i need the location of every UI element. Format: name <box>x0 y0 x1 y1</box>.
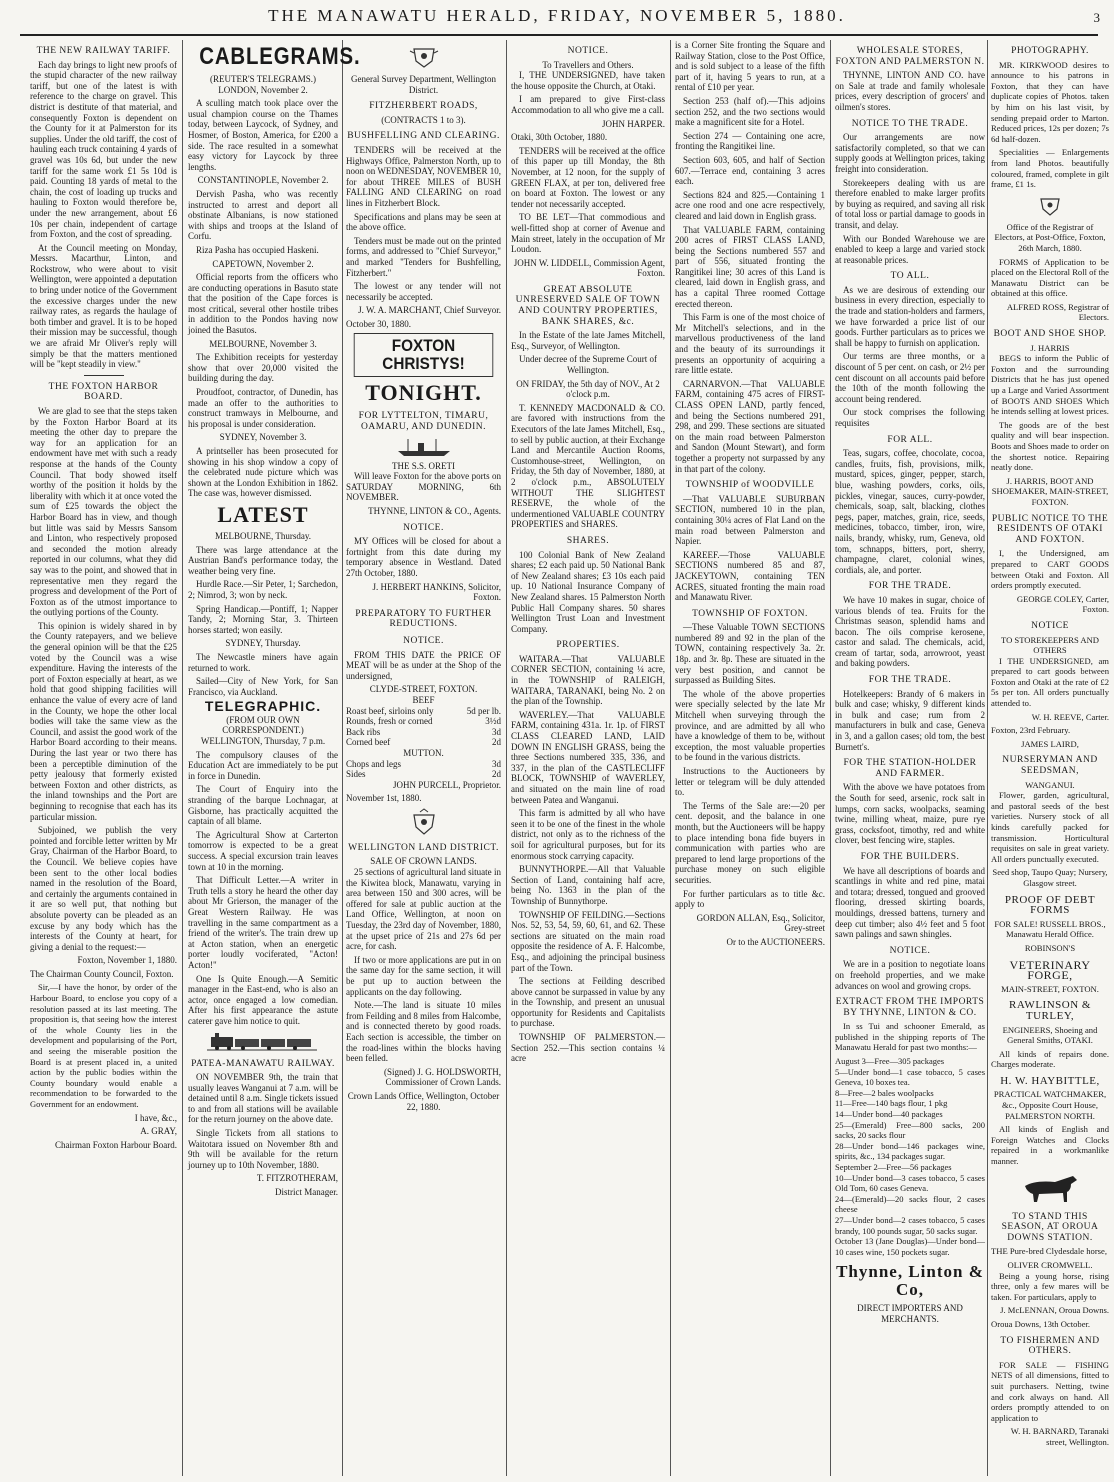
tender-paragraph: TENDERS will be received at the Highways Office, Palmerston North, up to noon on WEDNESDAY, NOVEMBER 10, for about THREE MILES of BUSH FALLING AND CLEARING on road lines in Fitzherbert Block. <box>346 144 501 208</box>
signature: J. W. A. MARCHANT, Chief Surveyor. <box>358 305 501 316</box>
shop-address: CLYDE-STREET, FOXTON. <box>369 684 478 695</box>
price-value: 5d per lb. <box>466 705 501 716</box>
column-3 <box>346 40 501 1476</box>
news-item: Proudfoot, contractor, of Dunedin, has made an offer to the authorities to construct tramways in Melbourne, and his proposal is under consideration. <box>188 387 338 429</box>
train-illustration <box>203 1031 323 1053</box>
imports-item: 25—(Emerald) Free—800 sacks, 200 sacks, 20 sacks flour <box>835 1119 985 1141</box>
price-value: 2d <box>492 737 501 748</box>
signature: GORDON ALLAN, Esq., Solicitor, Grey-street <box>696 912 825 934</box>
horse-name: OLIVER CROMWELL. <box>1007 1260 1093 1270</box>
signature: J. HERBERT HANKINS, Solicitor, Foxton. <box>372 581 501 603</box>
letter-close: I have, &c., <box>134 1112 177 1123</box>
letter-addressee: The Chairman County Council, Foxton. <box>30 968 174 979</box>
for-all-heading: FOR ALL. <box>887 434 933 445</box>
township-heading: TOWNSHIP OF FOXTON. <box>692 608 808 619</box>
shipping-paragraph: Will leave Foxton for the above ports on SATURDAY MORNING, 6th NOVEMBER. <box>346 471 501 503</box>
for-trade-heading: FOR THE TRADE. <box>868 581 952 592</box>
property-item: TOWNSHIP OF FEILDING.—Sections Nos. 52, 53, 54, 59, 60, 61, and 62. These sections are situated on the main road opposite the residence of A. F. Halcombe, Esq., and adjoining the principal business part of the Town. <box>511 909 665 973</box>
imports-item: 10—Under bond—3 cases tobacco, 5 cases Old Tom, 60 cases Geneva. <box>835 1172 985 1194</box>
signature: W. H. REEVE, Carter. <box>1031 711 1109 722</box>
railway-notice: ON NOVEMBER 9th, the train that usually leaves Wanganui at 7 a.m. will be detained until 8 a.m. Single tickets issued to and from all stations will be available for the return journey on the above date. <box>188 1072 338 1125</box>
beef-price-list <box>346 706 501 748</box>
ad-paragraph: As we are desirous of extending our business in every direction, especially to the trade and station-holders and farmers, we have forwarded a price list of our goods. Further particulars as to prices we shall be happy to furnish on application. <box>835 284 985 348</box>
news-item: The Agricultural Show at Carterton tomorrow is expected to be a great success. A special excursion train leaves town at 10 in the morning. <box>188 829 338 872</box>
ad-paragraph: In ss Tui and schooner Emerald, as published in the shipping reports of The Manawatu Herald for past two months:— <box>835 1021 985 1053</box>
property-item: WAVERLEY.—That VALUABLE FARM, containing 431a. 1r. 1p. of FIRST CLASS CLEARED LAND, LAID DOWN IN ENGLISH GRASS, being the three Sections numbered 335, 336, and 337, in the plan of the CASTLECLIFF BLOCK, TOWNSHIP of WAVERLEY, and situated on the main line of road between Patea and Wanganui. <box>511 709 665 805</box>
ad-paragraph: FOR SALE — FISHING NETS of all dimensions, fitted to suit purchasers. Netting, twine and cork always on hand. All orders promptly attended to on application to <box>991 1359 1109 1423</box>
imports-item: 14—Under bond—40 packages <box>835 1109 943 1120</box>
notice-heading: NOTICE. <box>889 945 931 956</box>
news-item: The Newcastle miners have again returned to work. <box>188 651 338 673</box>
signature: J. HARRIS, BOOT AND SHOEMAKER, MAIN-STREET, FOXTON. <box>991 475 1109 507</box>
sale-paragraph: In the Estate of the late James Mitchell, Esq., Surveyor, of Wellington. <box>511 330 665 351</box>
column-rule <box>506 40 507 1476</box>
ad-paragraph: All kinds of repairs done. Charges moderate. <box>991 1048 1109 1070</box>
sale-paragraph: Instructions to the Auctioneers by letter or telegram will be duly attended to. <box>675 766 825 798</box>
veterinary-forge-heading: VETERINARY FORGE, <box>1009 957 1091 983</box>
tender-subheading: (CONTRACTS 1 to 3). <box>381 114 466 125</box>
letter-signature: A. GRAY, <box>140 1126 177 1137</box>
notice-heading: NOTICE. <box>403 522 444 533</box>
sale-paragraph: Under decree of the Supreme Court of Wellington. <box>519 354 657 376</box>
to-all-heading: TO ALL. <box>890 271 930 282</box>
tender-paragraph: The lowest or any tender will not necessarily be accepted. <box>346 281 501 302</box>
column-rule <box>830 40 831 1476</box>
harbor-board-heading: THE FOXTON HARBOR BOARD. <box>48 381 159 403</box>
date-line: October 30, 1880. <box>346 318 411 329</box>
properties-heading: PROPERTIES. <box>556 640 620 651</box>
property-item: This farm is admitted by all who have seen it to be one of the finest in the whole district, not only as to the richness of the soil for agricultural purposes, but for its enormous stock carrying capacity. <box>511 808 665 861</box>
shares-heading: SHARES. <box>566 535 610 546</box>
property-item: —That VALUABLE SUBURBAN SECTION, numbered 10 in the plan, containing 30¼ acres of Flat Land on the main road between Palmerston and Napier. <box>675 493 825 547</box>
article-paragraph: Each day brings to light new proofs of the stupid character of the new railway tariff, but one of the latest is with reference to the charge on gravel. This district is destitute of that material, and consequently Foxton is dependent on the County for it at Palmerston for its supplies. Under the old tariff, the cost of hauling each truck containing 4 yards of gravel was 10s 6d, but under the new tariff for the same work £1 5s 10d is paid. Counting 18 yards of metal to the chain, the cost of loading up trucks and hauling to Foxton would therefore be, under the new arrangement, about £6 10s per chain, independent of cartage from Foxton, and the cost of spreading. <box>30 59 177 240</box>
ad-paragraph: All kinds of English and Foreign Watches and Clocks repaired in a workmanlike manner. <box>991 1124 1109 1167</box>
reuters-subheading: (REUTER'S TELEGRAMS.) <box>210 74 316 84</box>
correspondent-line: (FROM OUR OWN CORRESPONDENT.) <box>222 714 304 736</box>
ad-paragraph: The goods are of the best quality and will bear inspection. Boots and Shoes made to order on the shortest notice. Repairing neatly done. <box>991 419 1109 473</box>
sale-paragraph: The Terms of the Sale are:—20 per cent. deposit, and the balance in one month, but the Auctioneers will be happy to place intending bona fide buyers in communication with parties who are prepared to lend large proportions of the purchase money on such eligible securities. <box>675 800 825 885</box>
price-row <box>346 716 501 727</box>
rawlinson-heading: RAWLINSON & TURLEY, <box>1009 999 1091 1022</box>
crown-lands-subheading: SALE OF CROWN LANDS. <box>370 856 477 867</box>
sale-paragraph: The whole of the above properties were specially selected by the late Mr Mitchell when surveying through the province, and are admitted by all who have a knowledge of them to be, without exception, the most valuable properties to be found in the various districts. <box>675 688 825 763</box>
crown-lands-paragraph: 25 sections of agricultural land situate in the Kiwitea block, Manawatu, varying in area between 150 and 300 acres, will be offered for sale at public auction at the Land Office, Wellington, at noon on Tuesday, the 23rd day of November, 1880, at the upset price of 21s and 27s 6d per acre, for cash. <box>346 867 501 952</box>
ad-paragraph: Teas, sugars, coffee, chocolate, cocoa, candles, fruits, fish, provisions, milk, mustard, spices, ginger, pepper, starch, blue, washing powders, corks, oils, pickles, vinegar, sauces, curry-powder, chemicals, soap, salt, blacking, clothes pegs, paper, matches, grain, rice, seeds, medicines, tobacco, timber, iron, wire, nails, brandy, whisky, rum, Geneva, old tom, schnapps, bitters, port, sherry, champagne, claret, colonial wines, cordials, ale, and porter. <box>835 448 985 575</box>
column-rule <box>342 40 343 1476</box>
crown-lands-paragraph: Note.—The land is situate 10 miles from Feilding and 8 miles from Halcombe, and is connected thereto by good roads. Each section is accessible, the timber on the road-lines within the blocks having been felled. <box>346 1000 501 1064</box>
telegraphic-heading: TELEGRAPHIC. <box>204 698 322 715</box>
coat-of-arms-icon <box>409 45 439 69</box>
news-item: A sculling match took place over the usual champion course on the Thames today, between Laycock, of Sydney, and Hosmer, of Boston, America, for £200 a side. The race resulted in a somewhat easy victory for Laycock by three lengths. <box>188 98 338 172</box>
column-5 <box>675 40 825 1476</box>
railway-tariff-heading: THE NEW RAILWAY TARIFF. <box>36 46 171 56</box>
news-item: Sailed—City of New York, for San Francisco, via Auckland. <box>188 676 338 697</box>
shares-list: 100 Colonial Bank of New Zealand shares; £2 each paid up. 50 National Bank of New Zealand shares; £3 10s each paid up. 10 National Insurance Company of New Zealand shares. 15 Palmerston North Public Hall Company shares. 50 shares Wellington Trust Loan and Investment Company. <box>511 549 665 634</box>
property-item: BUNNYTHORPE.—All that Valuable Section of Land, containing half acre, being No. 1363 in the plan of the Township of Bunnythorpe. <box>511 864 665 906</box>
notice-paragraph: MY Offices will be closed for about a fortnight from this date during my temporary absence in Westland. Dated 27th October, 1880. <box>346 536 501 578</box>
column-rule <box>987 40 988 1476</box>
price-row <box>346 706 501 717</box>
divider <box>84 375 124 376</box>
price-item: Rounds, fresh or corned <box>346 716 433 727</box>
property-item: That VALUABLE FARM, containing 200 acres of FIRST CLASS LAND, being the Sections numbered 557 and part of 556, situated fronting the Rangitikei line; 30 acres of this Land is cleared, laid down in English grass, and has a capital Three roomed Cottage erected thereon. <box>675 224 825 309</box>
signature: (Signed) J. G. HOLDSWORTH, Commissioner of Crown Lands. <box>384 1066 501 1088</box>
property-item: CARNARVON.—That VALUABLE FARM, containing 475 acres of FIRST-CLASS OPEN LAND, partly fenced, and being the Sections numbered 291, 298, and 299. These sections are situated on the main road between Palmerston and Sandon (Mount Stewart), and form together a property not surpassed by any in that part of the colony. <box>675 378 825 474</box>
date-line: November 1st, 1880. <box>346 793 422 804</box>
tender-paragraph: Specifications and plans may be seen at the above office. <box>346 211 501 233</box>
price-row <box>346 769 501 780</box>
property-item: is a Corner Site fronting the Square and Railway Station, close to the Post Office, and is sold subject to a lease of the fifth part of it, having 5 years to run, at a rental of £10 per year. <box>675 40 825 93</box>
ad-paragraph: I THE UNDERSIGNED, am prepared to cart goods between Foxton and Otaki at the rate of £2 5s per ton. All orders punctually attended to. <box>991 655 1109 709</box>
ad-paragraph: FORMS of Application to be placed on the Electoral Roll of the Manawatu District can be obtained at this office. <box>991 256 1109 299</box>
dateline: LONDON, November 2. <box>218 84 308 95</box>
to-let-paragraph: TO BE LET—That commodious and well-fitted shop at corner of Avenue and Main street, lately in the occupation of Mr Loudon. <box>511 212 665 255</box>
tender-paragraph: Tenders must be made out on the printed forms, and addressed to "Chief Surveyor," and marked "Tenders for Bushfelling, Fitzherbert." <box>346 235 501 278</box>
harris-name: J. HARRIS <box>1030 342 1070 353</box>
proof-of-debt-heading: PROOF OF DEBT FORMS <box>1004 893 1096 917</box>
dateline: MELBOURNE, Thursday. <box>215 530 311 541</box>
news-item: The Court of Enquiry into the stranding of the barque Lochnagar, at Gisborne, has practically acquitted the captain of all blame. <box>188 784 338 827</box>
notice-subheading: TO STOREKEEPERS AND OTHERS <box>1000 634 1100 656</box>
notice-heading: NOTICE. <box>403 635 444 646</box>
letter-title: Chairman Foxton Harbour Board. <box>55 1139 177 1150</box>
price-value: 3d <box>492 726 501 737</box>
ship-name: THE S.S. ORETI <box>392 460 455 471</box>
ad-paragraph: I, the Undersigned, am prepared to CART GOODS between Otaki and Foxton. All orders promptly executed. <box>991 548 1109 591</box>
builders-heading: FOR THE BUILDERS. <box>860 851 960 862</box>
haybittle-subline: PRACTICAL WATCHMAKER, &c., Opposite Court House, PALMERSTON NORTH. <box>993 1089 1107 1121</box>
imports-item: October 13 (Jane Douglas)—Under bond—10 cases wine, 150 pockets sugar. <box>835 1236 985 1257</box>
notice-heading: NOTICE. <box>567 46 609 56</box>
property-item: Section 274 — Containing one acre, fronting the Rangitikei line. <box>675 130 825 152</box>
column-7 <box>991 40 1109 1476</box>
tender-heading: BUSHFELLING AND CLEARING. <box>347 131 500 142</box>
public-notice-heading: PUBLIC NOTICE TO THE RESIDENTS OF OTAKI AND FOXTON. <box>991 513 1109 545</box>
news-item: Dervish Pasha, who was recently instructed to arrest and deport all obstinate Albanians, is now stationed with ships and troops at the Island of Corfu. <box>188 188 338 242</box>
stud-heading: TO STAND THIS SEASON, AT OROUA DOWNS STATION. <box>1001 1211 1099 1243</box>
news-item: That Difficult Letter.—A writer in Truth tells a story he heard the other day about Mr Grierson, the manager of the Great Western Railway. He was travelling in the same compartment as a friend of the writer's. The train drew up at Acton station, when an energetic porter loudly vociferated, "Acton! Acton!" <box>188 875 338 970</box>
article-paragraph: We are glad to see that the steps taken by the Foxton Harbor Board at its meeting the other day to prepare the way for an application for an endowment have met with such a ready response at the hands of the County Council. That body showed itself worthy of the position it holds by the liberality with which it at once voted the sum of £25 towards the object the Harbor Board has in view, and though but little was said by Messrs Sansom and Linton, who respectively proposed and seconded the motion already reported in our columns, what they did say was to the point, and showed that in representative men they regard the progress and development of the Port of Foxton as of the utmost importance to the outlying portions of the County. <box>30 406 177 618</box>
price-item: Sides <box>346 769 366 780</box>
mutton-heading: MUTTON. <box>403 747 444 758</box>
news-item: The compulsory clauses of the Education Act are immediately to be put in force in Dunedin. <box>188 749 338 781</box>
for-trade-heading: FOR THE TRADE. <box>868 675 952 686</box>
ad-paragraph: Specialities — Enlargements from land Photos. beautifully coloured, framed, complete in gilt frame, £1 1s. <box>991 147 1109 190</box>
column-4 <box>511 40 665 1476</box>
price-item: Back ribs <box>346 726 381 737</box>
crown-lands-heading: WELLINGTON LAND DISTRICT. <box>348 842 499 853</box>
price-item: Roast beef, sirloins only <box>346 705 434 716</box>
township-heading: TOWNSHIP of WOODVILLE <box>685 480 815 491</box>
news-item: Spring Handicap.—Pontiff, 1; Napper Tandy, 2; Morning Star, 3. Thirteen horses started; won easily. <box>188 603 338 635</box>
shop-address: Seed shop, Taupo Quay; Nursery, Glasgow street. <box>992 867 1108 888</box>
ad-paragraph: BEGS to inform the Public of Foxton and the surrounding Districts that he has just opened up a Large and Varied Assortment of BOOTS AND SHOES Which he intends selling at lowest prices. <box>991 353 1109 417</box>
photography-heading: PHOTOGRAPHY. <box>1011 46 1089 56</box>
sale-date: ON FRIDAY, the 5th day of NOV., At 2 o'clock p.m. <box>516 378 660 400</box>
signature: THYNNE, LINTON & CO., Agents. <box>368 506 501 517</box>
imports-item: 5—Under bond—1 case tobacco, 5 cases Geneva, 10 boxes tea. <box>835 1066 985 1088</box>
crown-lands-paragraph: If two or more applications are put in on the same day for the same section, it will be put up to auction between the applicants on the day following. <box>346 954 501 997</box>
haybittle-heading: H. W. HAYBITTLE, <box>1000 1074 1100 1087</box>
christys-heading: FOXTON CHRISTYS! <box>354 333 494 377</box>
tender-paragraph: TENDERS will be received at the office of this paper up till Monday, the 8th November, at 12 noon, for the supply of GREEN FLAX, at per ton, delivered free on board at Foxton. The lowest or any tender not necessarily accepted. <box>511 145 665 209</box>
ad-paragraph: THYNNE, LINTON AND CO. have on Sale at trade and family wholesale prices, every description of grocers' and oilmen's stores. <box>835 70 985 112</box>
laird-name: JAMES LAIRD, <box>1021 738 1079 749</box>
news-item: Hurdle Race.—Sir Peter, 1; Sarchedon, 2; Nimrod, 3; won by neck. <box>188 579 338 600</box>
wholesale-heading: WHOLESALE STORES, FOXTON AND PALMERSTON N. <box>835 46 985 67</box>
news-item: There was large attendance at the Austrian Band's performance today, the weather being very fine. <box>188 544 338 576</box>
signature-title: District Manager. <box>275 1187 338 1198</box>
ad-paragraph: With our Bonded Warehouse we are enabled to keep a large and varied stock at reasonable prices. <box>835 233 985 265</box>
signature: JOHN PURCELL, Proprietor. <box>393 779 501 790</box>
signature: JOHN HARPER. <box>601 118 665 129</box>
shipping-destinations: FOR LYTTELTON, TIMARU, OAMARU, AND DUNEDIN. <box>358 411 489 433</box>
ad-paragraph: THE Pure-bred Clydesdale horse, <box>991 1246 1107 1257</box>
imports-item: August 3—Free—305 packages <box>835 1056 945 1067</box>
dateline: CAPETOWN, November 2. <box>212 258 314 269</box>
imports-item: 28—Under bond—146 packages wine, spirits, &c., 134 packages sugar. <box>835 1140 985 1162</box>
property-item: TOWNSHIP OF PALMERSTON.—Section 252.—This section contains ¼ acre <box>511 1032 665 1064</box>
imports-list <box>835 1056 985 1257</box>
forge-address: MAIN-STREET, FOXTON. <box>1001 983 1099 994</box>
column-rule <box>182 40 183 1476</box>
ad-paragraph: Hotelkeepers: Brandy of 6 makers in bulk and case; whisky, 9 different kinds in bulk and case; rum from 2 manufacturers in bulk and case, Geneva in 3, and a gallon cases; old tom, the best Burnett's. <box>835 688 985 752</box>
thynne-linton-footer-ad: Thynne, Linton & Co, <box>836 1262 984 1300</box>
mutton-price-list <box>346 759 501 780</box>
property-item: Sections 824 and 825.—Containing 1 acre one rood and one acre respectively, cleared and laid down in English grass. <box>675 189 825 221</box>
ad-paragraph: Being a young horse, rising three, only a few mares will be taken. For particulars, apply to <box>991 1270 1109 1302</box>
dateline: MELBOURNE, November 3. <box>209 338 317 349</box>
laird-place: WANGANUI. <box>1025 779 1075 790</box>
meat-paragraph: FROM THIS DATE the PRICE OF MEAT will be as under at the Shop of the undersigned, <box>346 649 501 681</box>
ad-paragraph: Storekeepers dealing with us are therefore enabled to make larger profits by buying as required, and saving all risk of total loss or partial damage to goods in transit, and delay. <box>835 177 985 230</box>
imports-item: September 2—Free—56 packages <box>835 1162 952 1172</box>
footer-ad-subline: DIRECT IMPORTERS AND MERCHANTS. <box>857 1303 963 1324</box>
notice-paragraph: I, THE UNDERSIGNED, have taken the house opposite the Church, at Otaki. <box>511 70 665 91</box>
property-item: The sections at Feilding described above cannot be surpassed in value by any in the Township, and present an unusual opportunity for Residents and Capitalists to purchase. <box>511 976 665 1029</box>
property-item: This Farm is one of the most choice of Mr Mitchell's selections, and in the marvellous productiveness of the land and the beauty of its surroundings it presents an opportunity of acquiring a rare little estate. <box>675 312 825 376</box>
imports-item: 11—Free—140 bags flour, 1 pkg <box>835 1098 948 1109</box>
property-item: Section 603, 605, and half of Section 607.—Terrace end, containing 3 acres each. <box>675 154 825 187</box>
news-item: Official reports from the officers who are conducting operations in Basuto state that the position of the Cape forces is most critical, several other hostile tribes in addition to the Pondos having now joined the Basutos. <box>188 272 338 336</box>
imports-item: 8—Free—2 bales woolpacks <box>835 1087 934 1098</box>
ad-paragraph: We have 10 makes in sugar, choice of various blends of tea. Fruits for the Christmas season, splendid hams and bacon. The oils comprise kerosene, castor and salad. The chemicals, acid, cream of tartar, soda, arrowroot, yeast and baking powders. <box>835 594 985 669</box>
imports-item: 27—Under bond—2 cases tobacco, 5 cases brandy, 100 pounds sugar, 50 sacks sugar. <box>835 1214 985 1236</box>
cablegrams-heading: CABLEGRAMS. <box>199 43 361 70</box>
price-row <box>346 737 501 748</box>
property-item: KAREEF.—Those VALUABLE SECTIONS numbered 85 and 87, JACKEYTOWN, containing TEN ACRES, situated fronting the main road and Manawatu River. <box>675 549 825 603</box>
fishermen-heading: TO FISHERMEN AND OTHERS. <box>1000 1335 1100 1357</box>
tender-heading: FITZHERBERT ROADS, <box>369 101 478 112</box>
dateline: CONSTANTINOPLE, November 2. <box>197 175 329 186</box>
article-paragraph: At the Council meeting on Monday, Messrs. Macarthur, Linton, and Rockstrow, who were about to visit Wellington, were appointed a deputation to bring under notice of the Government the excessive charges under the new railway rates, as regards the haulage of both timber and gravel. It is to be hoped their mission may be successful, though we are afraid Mr Oliver's reply will simply be that the matters mentioned will be "kept steadily in view." <box>30 242 177 370</box>
railway-notice-heading: PATEA-MANAWATU RAILWAY. <box>191 1058 335 1069</box>
sale-paragraph: For further particulars as to title &c. apply to <box>675 888 825 910</box>
price-value: 3½d <box>485 716 501 727</box>
news-item: Riza Pasha has occupied Haskeni. <box>196 244 319 255</box>
letter-body: Sir,—I have the honor, by order of the Harbour Board, to enclose you copy of a resolution passed at its last meeting. The proposition is, that seeing how the interest of the whole County lies in the development and popularising of the Port, and seeing the miserable position the Board is at present placed in, a united action by the public bodies within the County boundary would enable a recommendation to be forwarded to the Government for an endowment. <box>30 982 177 1109</box>
masthead-rule <box>20 34 1098 36</box>
signature: W. H. BARNARD, Taranaki street, Wellington. <box>1010 1426 1109 1447</box>
ad-paragraph: Our arrangements are now satisfactorily completed, so that we can supply goods at Wellington prices, taking freight into consideration. <box>835 132 985 174</box>
ad-paragraph: Flower, garden, agricultural, and pastoral seeds of the best varieties. Nursery stock of all kinds carefully packed for transmission. Horticultural requisites on sale in great variety. All orders punctually executed. <box>991 790 1109 864</box>
steamship-icon <box>394 437 454 457</box>
imports-heading: EXTRACT FROM THE IMPORTS BY THYNNE, LINTON & CO. <box>835 997 985 1018</box>
ad-paragraph: We are in a position to negotiate loans on freehold properties, and we make advances on wool and growing crops. <box>835 959 985 991</box>
station-holder-heading: FOR THE STATION-HOLDER AND FARMER. <box>843 758 977 779</box>
price-value: 2d <box>492 769 501 780</box>
letter-dateline: Foxton, November 1, 1880. <box>77 955 177 966</box>
signature: GEORGE COLEY, Carter, Foxton. <box>1016 593 1109 615</box>
column-6 <box>835 40 985 1476</box>
price-item: Chops and legs <box>346 758 401 769</box>
article-paragraph: Subjoined, we publish the very pointed and forcible letter written by Mr Gray, Chairman of the Harbor Board, to the Council. We believe copies have been sent to the other local bodies named in the resolution of the Board, and certainly the arguments contained in it are so well put, that nothing but absolute poverty can be pleaded as an excuse by any body which has the interests of the County at heart, for giving a denial to the request:— <box>30 825 177 952</box>
reductions-heading: PREPARATORY TO FURTHER REDUCTIONS. <box>355 608 492 630</box>
signature: J. McLENNAN, Oroua Downs. <box>1000 1305 1109 1316</box>
ad-paragraph: Our terms are three months, or a discount of 5 per cent. on cash, or 2½ per cent discount on all accounts paid before the 10th of the month following the account being rendered. <box>835 351 985 404</box>
price-value: 3d <box>492 758 501 769</box>
ad-paragraph: Our stock comprises the following requisites <box>835 407 985 428</box>
article-paragraph: This opinion is widely shared in by the County ratepayers, and we believe the general opinion will be that the £25 voted by the Council was a wise expenditure. Having the interests of the port of Foxton especially at heart, as we hold that good shipping facilities will enhance the value of every acre of land in the County, we hope the other local bodies will take the same view as the Council, and assist the good work of the Harbor Board according to their means. During the last year or two there has been a perceptible diminution of the petty jealousy that formerly existed between Foxton and other districts, as the inland townships and the Port are beginning to recognise that each has its particular mission. <box>30 620 177 822</box>
proof-of-debt-subline: FOR SALE! RUSSELL BROS., Manawatu Herald Office. <box>994 918 1106 940</box>
price-row <box>346 727 501 738</box>
date-line: Foxton, 23rd February. <box>991 725 1071 736</box>
price-row <box>346 759 501 770</box>
ad-paragraph: With the above we have potatoes from the South for seed, arsenic, rock salt in lumps, corn sacks, woolpacks, seaming twine, milling wheat, maize, pure rye grass, cocksfoot, timothy, red and white clover, best fencing wire, staples. <box>835 782 985 846</box>
trade-heading: NOTICE TO THE TRADE. <box>851 118 969 129</box>
imports-item: 24—(Emerald)—20 sacks flour, 2 cases cheese <box>835 1193 985 1215</box>
news-item: The Exhibition receipts for yesterday show that over 20,000 visited the building during the day. <box>188 352 338 384</box>
robinson-name: ROBINSON'S <box>1024 942 1076 953</box>
boot-shop-heading: BOOT AND SHOE SHOP. <box>993 329 1107 340</box>
nurseryman-heading: NURSERYMAN AND SEEDSMAN, <box>1002 755 1098 777</box>
dateline: WELLINGTON, Thursday, 7 p.m. <box>200 736 326 747</box>
rawlinson-subline: ENGINEERS, Shoeing and General Smiths, OTAKI. <box>1002 1024 1098 1046</box>
latest-heading: LATEST <box>217 501 309 527</box>
property-item: WAITARA.—That VALUABLE CORNER SECTION, containing ¼ acre, in the TOWNSHIP of RALEIGH, WAITARA, TARANAKI, being No. 2 on the plan of the Township. <box>511 653 665 707</box>
notice-paragraph: I am prepared to give First-class Accommodation to all who give me a call. <box>511 94 665 115</box>
page-number: 3 <box>1093 10 1100 25</box>
beef-heading: BEEF <box>412 694 435 705</box>
column-1 <box>30 40 177 1476</box>
news-item: A printseller has been prosecuted for showing in his shop window a copy of the celebrated nude picture which was shown at the London Exhibition in 1862. The case was, however dismissed. <box>188 446 338 499</box>
office-place: Crown Lands Office, Wellington, October 22, 1880. <box>347 1090 500 1112</box>
royal-crest-icon <box>407 809 441 837</box>
column-rule <box>670 40 671 1476</box>
horse-illustration <box>1015 1172 1085 1206</box>
signature: JOHN W. LIDDELL, Commission Agent, Foxton. <box>513 257 665 279</box>
tonight-heading: TONIGHT. <box>365 380 482 406</box>
property-item: Section 253 (half of).—This adjoins section 252, and the two sections would make a magnificent site for a Hotel. <box>675 95 825 128</box>
signature: T. FITZROTHERAM, <box>256 1173 338 1184</box>
masthead <box>0 6 1114 36</box>
notice-subheading: To Travellers and Others. <box>542 59 634 70</box>
date-line: Oroua Downs, 13th October. <box>991 1318 1091 1329</box>
price-item: Corned beef <box>346 737 391 748</box>
property-item: —These Valuable TOWN SECTIONS numbered 89 and 92 in the plan of the TOWN, containing respectively 3a. 2r. 18p. and 3r. 8p. These are situated in the very best position, and cannot be surpassed as Building Sites. <box>675 622 825 686</box>
signature: ALFRED ROSS, Registrar of Electors. <box>1006 301 1109 323</box>
dateline: SYDNEY, November 3. <box>219 432 307 443</box>
sale-heading: GREAT ABSOLUTE UNRESERVED SALE OF TOWN AND COUNTRY PROPERTIES, BANK SHARES, &c. <box>515 284 661 327</box>
sale-paragraph: T. KENNEDY MACDONALD & CO. are favored with instructions from the Executors of the late James Mitchell, Esq., to sell by public auction, at their Exchange Land and Mercantile Auction Rooms, Customhouse-street, Wellington, on Friday, the 5th day of November, 1880, at 2 o'clock p.m., ABSOLUTELY WITHOUT THE SLIGHTEST RESERVE, the whole of the undermentioned VALUABLE COUNTRY PROPERTIES and SHARES. <box>511 402 665 530</box>
ad-paragraph: MR. KIRKWOOD desires to announce to his patrons in Foxton, that they can have duplicate copies of Photos. taken by him on his last visit, by sending prepaid order to Marton. Reduced prices, 12s per dozen; 7s 6d half-dozen. <box>991 59 1109 144</box>
dateline: SYDNEY, Thursday. <box>225 638 301 649</box>
department-name: General Survey Department, Wellington District. <box>350 74 497 95</box>
electors-office: Office of the Registrar of Electors, at Post-Office, Foxton, 26th March, 1880. <box>994 221 1106 253</box>
railway-notice: Single Tickets from all stations to Waitotara issued on November 8th and 9th will be available for the return journey up to 10th November, 1880. <box>188 1128 338 1170</box>
masthead-title: THE MANAWATU HERALD, FRIDAY, NOVEMBER 5, 1880. <box>268 6 846 25</box>
date-line: Otaki, 30th October, 1880. <box>511 132 608 143</box>
coat-of-arms-icon <box>1035 195 1065 217</box>
signature: Or to the AUCTIONEERS. <box>726 936 825 947</box>
news-item: One Is Quite Enough.—A Semitic manager in the East-end, who is also an actor, once engaged a low comedian. After his first appearance the astute caterer gave him notice to quit. <box>188 973 338 1026</box>
notice-heading: NOTICE <box>1031 620 1069 631</box>
ad-paragraph: We have all descriptions of boards and scantlings in white and red pine, matai and totara; dressed, tongued and grooved flooring, dressed skirting boards, mouldings, dressed battens, turnery and deep cut timber; also 4½ feet and 5 foot sawn palings and sawn shingles. <box>835 865 985 940</box>
